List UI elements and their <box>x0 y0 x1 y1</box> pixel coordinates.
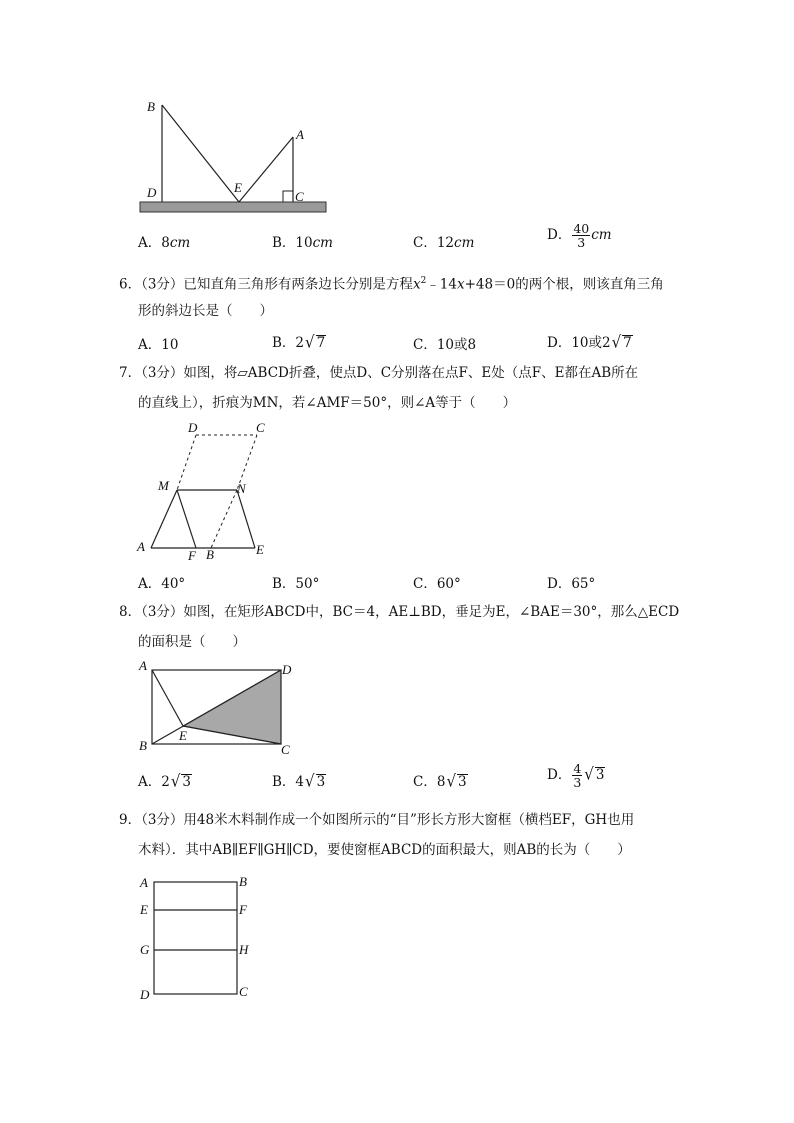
line-be <box>162 105 239 202</box>
q8-stem-line2: 的面积是（ ） <box>138 634 246 650</box>
shaded-triangle-ecd <box>183 670 281 744</box>
label-b: B <box>206 547 214 562</box>
option-unit: cm <box>312 235 333 251</box>
label-e: E <box>179 728 187 743</box>
q7-stem-line2: 的直线上），折痕为MN，若∠AMF＝50°，则∠A等于（ ） <box>138 395 517 411</box>
label-d: D <box>188 420 198 435</box>
line-ae <box>152 670 183 726</box>
label-a: A <box>296 127 304 142</box>
sqrt-icon: √ <box>305 771 315 791</box>
q6-stem-line2: 形的斜边长是（ ） <box>138 303 273 319</box>
line-am <box>151 490 177 548</box>
q8-option-c[interactable]: C．8√ 3 <box>413 771 467 791</box>
fraction: $\frac{4}{3}$ <box>573 761 582 791</box>
q5-option-a[interactable] <box>138 231 190 251</box>
label-b: B <box>147 99 155 114</box>
label-m: M <box>158 478 169 493</box>
q7-option-d[interactable]: D．65° <box>547 576 596 592</box>
label-a: A <box>139 658 147 673</box>
right-angle-mark <box>283 191 293 202</box>
q9-stem-line1: 9．（3分）用48米木料制作成一个如图所示的“目”形长方形大窗框（横档EF，GH也用 <box>119 812 635 828</box>
sqrt-icon: √ <box>611 332 622 352</box>
option-unit: cm <box>169 235 191 251</box>
q7-stem-line1: 7．（3分）如图，将▱ABCD折叠，使点D、C分别落在点F、E处（点F、E都在AB所在 <box>119 365 639 381</box>
option-letter: B． <box>272 235 296 251</box>
window-frame-abcd <box>154 882 237 994</box>
option-letter: C． <box>413 235 437 251</box>
dashed-nb <box>211 490 237 548</box>
label-e: E <box>140 902 148 917</box>
line-ne <box>237 490 255 548</box>
option-unit: cm <box>591 227 612 244</box>
label-b: B <box>139 738 147 753</box>
q9-figure <box>135 870 255 1005</box>
option-value: 10 <box>295 235 313 251</box>
label-d: D <box>140 987 150 1002</box>
label-c: C <box>281 742 290 757</box>
sqrt-icon: √ <box>446 771 456 791</box>
line-mf <box>177 490 196 548</box>
fraction: $\frac{40}{3}$ <box>573 221 590 251</box>
label-a: A <box>140 875 148 890</box>
q8-option-b[interactable]: B．4√ 3 <box>272 771 326 791</box>
sqrt-icon: √ <box>305 332 315 352</box>
label-n: N <box>237 481 246 496</box>
sqrt-icon: √ <box>584 764 594 785</box>
option-value: 8 <box>161 235 170 251</box>
label-d: D <box>147 185 157 200</box>
label-g: G <box>140 942 150 957</box>
q7-option-a[interactable]: A．40° <box>138 576 186 592</box>
q7-option-c[interactable]: C．60° <box>413 576 461 592</box>
option-value: 12 <box>436 235 455 251</box>
label-c: C <box>239 984 248 999</box>
option-unit: cm <box>454 235 475 251</box>
q5-option-d[interactable] <box>547 222 612 249</box>
q6-option-c[interactable]: C．10或8 <box>413 337 477 353</box>
q8-stem-line1: 8．（3分）如图，在矩形ABCD中，BC＝4，AE⊥BD，垂足为E，∠BAE＝30°，那么△ECD <box>119 604 680 620</box>
q7-option-b[interactable]: B．50° <box>272 576 320 592</box>
q8-option-d[interactable]: D． $\frac{4}{3}$ √ 3 <box>547 761 605 791</box>
option-letter: D． <box>547 227 572 244</box>
q6-option-b[interactable]: B．2√ 7 <box>272 332 326 352</box>
label-c: C <box>295 189 304 204</box>
label-a: A <box>137 539 145 554</box>
q8-figure <box>135 658 300 758</box>
label-f: F <box>239 902 247 917</box>
q5-option-c[interactable] <box>413 231 474 251</box>
label-b: B <box>239 874 247 889</box>
q5-option-b[interactable] <box>272 231 333 251</box>
q6-stem-line1: 6．（3分）已知直角三角形有两条边长分别是方程$x^2﹣14x+48=0$的两个根，则该直角三角 <box>119 276 664 293</box>
q6-option-a[interactable]: A．10 <box>138 337 179 353</box>
option-letter: A． <box>138 235 162 251</box>
q5-figure <box>135 95 335 220</box>
label-f: F <box>188 548 196 563</box>
label-e: E <box>256 542 264 557</box>
dashed-dm <box>177 435 196 490</box>
label-h: H <box>239 942 249 957</box>
label-d: D <box>282 662 292 677</box>
q9-stem-line2: 木料）．其中AB∥EF∥GH∥CD，要使窗框ABCD的面积最大，则AB的长为（ ） <box>138 842 631 858</box>
line-ea <box>239 137 293 202</box>
q6-option-d[interactable]: D．10或2√ 7 <box>547 332 632 352</box>
q7-figure <box>133 418 283 566</box>
label-c: C <box>256 420 265 435</box>
q8-option-a[interactable]: A．2√ 3 <box>138 771 191 791</box>
sqrt-icon: √ <box>170 771 181 791</box>
label-e: E <box>234 180 242 195</box>
